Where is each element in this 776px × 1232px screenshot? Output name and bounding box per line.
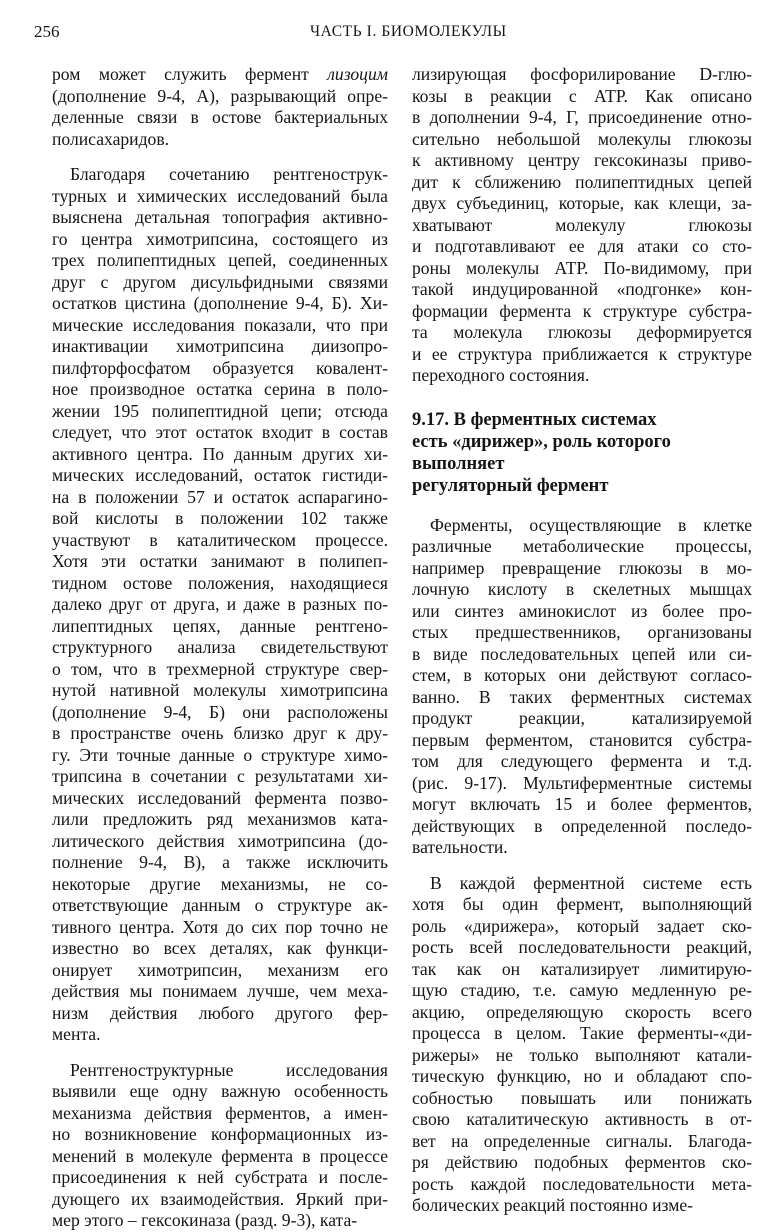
text-line: болических реакций постоянно изме- — [412, 1195, 694, 1215]
text-line: механизма действия ферментов, а имен- — [52, 1102, 388, 1123]
text-line: роль «дирижера», который задает ско- — [412, 915, 752, 936]
text-line: роны молекулы АТР. По-видимому, при — [412, 257, 752, 278]
heading-line: 9.17. В ферментных системах — [412, 409, 657, 430]
text-line: вательности. — [412, 837, 508, 857]
text-line: мические исследования показали, что при — [52, 314, 388, 335]
text-line: в виде последовательных цепей или си- — [412, 643, 752, 664]
paragraph — [412, 515, 752, 859]
text-line: ром может служить фермент лизоцим — [52, 64, 388, 84]
right-column-bottom-text — [412, 515, 752, 1217]
text-line: друг с другом дисульфидными связями — [52, 271, 388, 292]
text-line: продукт реакции, катализируемой — [412, 708, 752, 728]
text-line: действия мы понимаем лучше, чем меха- — [52, 981, 388, 1001]
text-line: процесса в целом. Такие ферменты-«ди- — [412, 1023, 752, 1043]
text-line: такой индуцированной «подгонке» кон- — [412, 279, 752, 299]
text-line: лизирующая фосфорилирование D-глю- — [412, 64, 752, 84]
section-heading — [412, 409, 752, 497]
text-line: стем, в которых они действуют согласо- — [412, 665, 752, 685]
page-header — [34, 22, 746, 50]
text-line: нутой нативной молекулы химотрипсина — [52, 680, 388, 700]
text-line: в пространстве очень близко друг к дру- — [52, 723, 388, 743]
text-line: лочную кислоту в скелетных мышцах — [412, 579, 752, 599]
text-line: выявили еще одну важную особенность — [52, 1081, 388, 1101]
text-line: та молекула глюкозы деформируется — [412, 322, 752, 342]
text-line: или синтез аминокислот из более про- — [412, 600, 752, 621]
text-line: в дополнении 9-4, Г, присоединение отно- — [412, 107, 752, 127]
text-line: Рентгеноструктурные исследования — [70, 1059, 388, 1080]
text-line: Благодаря сочетанию рентгенострук- — [70, 164, 388, 184]
text-line: дит к сближению полипептидных цепей — [412, 171, 752, 192]
text-line: но возникновение конформационных из- — [52, 1124, 388, 1144]
text-line: двух субъединиц, которые, как клещи, за- — [412, 193, 752, 213]
text-line: рижеры» не только выполняют катали- — [412, 1044, 752, 1065]
text-line: турных и химических исследований была — [52, 185, 388, 206]
text-line: о том, что в трехмерной структуре свер- — [52, 658, 388, 679]
text-line: гу. Эти точные данные о структуре химо- — [52, 744, 388, 765]
text-line: далеко друг от друга, и даже в разных по- — [52, 594, 388, 614]
text-line: липептидных цепях, данные рентгено- — [52, 615, 388, 636]
text-line: сительно небольшой молекулы глюкозы — [412, 128, 752, 149]
text-line: мических исследований, остаток гистиди- — [52, 465, 388, 485]
text-line: например превращение глюкозы в мо- — [412, 557, 752, 578]
paragraph — [52, 1060, 388, 1232]
text-line: тидном остове положения, находящиеся — [52, 572, 388, 593]
running-title: ЧАСТЬ I. БИОМОЛЕКУЛЫ — [310, 23, 507, 40]
paragraph — [412, 873, 752, 1217]
text-line: и подготавливают ее для атаки со сто- — [412, 236, 752, 256]
text-line: остатков цистина (дополнение 9-4, Б). Хи- — [52, 293, 388, 313]
text-line: трипсина в сочетании с результатами хи- — [52, 766, 388, 786]
text-line: трех полипептидных цепей, соединенных — [52, 250, 388, 270]
text-line: Хотя эти остатки занимают в полипеп- — [52, 551, 388, 571]
text-line: стых предшественников, организованы — [412, 622, 752, 642]
text-line: ванно. В таких ферментных системах — [412, 686, 752, 707]
text-line: низм действия любого другого фер- — [52, 1002, 388, 1023]
text-line: инактивации химотрипсина диизопро- — [52, 336, 388, 356]
text-line: (дополнение 9-4, А), разрывающий опре- — [52, 85, 388, 106]
text-line: пилфторфосфатом образуется ковалент- — [52, 357, 388, 378]
text-line: лили предложить ряд механизмов ката- — [52, 809, 388, 829]
text-line: онирует химотрипсин, механизм его — [52, 959, 388, 980]
paragraph — [52, 64, 388, 150]
right-column-top-text — [412, 64, 752, 387]
text-line: к активному центру гексокиназы приво- — [412, 150, 752, 170]
text-line: присоединения к ней субстрата и после- — [52, 1167, 388, 1187]
text-line: козы в реакции с АТР. Как описано — [412, 85, 752, 106]
text-line: Ферменты, осуществляющие в клетке — [430, 514, 752, 535]
text-line: полисахаридов. — [52, 128, 170, 149]
paragraph — [52, 164, 388, 1046]
text-line: первым ферментом, становится субстра- — [412, 729, 752, 750]
text-line: мер этого – гексокиназа (разд. 9-3), ката- — [52, 1210, 358, 1230]
right-column — [412, 64, 752, 1217]
text-line: ответствующие данным о структуре ак- — [52, 895, 388, 915]
text-line: дующего их взаимодействия. Яркий при- — [52, 1188, 388, 1209]
text-line: структурного анализа свидетельствуют — [52, 637, 388, 657]
text-line: и ее структура приближается к структуре — [412, 343, 752, 364]
text-line: выяснена детальная топография активно- — [52, 207, 388, 227]
text-line: вой кислоты в положении 102 также — [52, 508, 388, 528]
text-line: различные метаболические процессы, — [412, 536, 752, 556]
text-line: вет на определенные сигналы. Благода- — [412, 1130, 752, 1151]
text-line: хотя бы один фермент, выполняющий — [412, 894, 752, 914]
text-line: рость всей последовательности реакций, — [412, 937, 752, 957]
text-line: хватывают молекулу глюкозы — [412, 214, 752, 235]
text-line: менений в молекуле фермента в процессе — [52, 1145, 388, 1166]
text-line: собностью повышать или понижать — [412, 1087, 752, 1108]
text-line: В каждой ферментной системе есть — [430, 872, 752, 893]
text-line: акцию, определяющую скорость всего — [412, 1001, 752, 1022]
text-line: так как он катализирует лимитирую- — [412, 958, 752, 979]
page-number: 256 — [34, 22, 60, 41]
left-column — [52, 64, 388, 1232]
heading-line: есть «дирижер», роль которого — [412, 431, 671, 452]
text-line: на в положении 57 и остаток аспарагино- — [52, 486, 388, 507]
text-line: формации фермента к структуре субстра- — [412, 300, 752, 321]
text-line: жении 195 полипептидной цепи; отсюда — [52, 400, 388, 421]
text-line: могут включать 15 и более ферментов, — [412, 794, 752, 814]
heading-line: регуляторный фермент — [412, 475, 609, 496]
text-line: некоторые другие механизмы, не со- — [52, 873, 388, 894]
text-line: участвуют в каталитическом процессе. — [52, 529, 388, 550]
text-line: следует, что этот остаток входит в состав — [52, 422, 388, 442]
text-line: ря действию подобных ферментов ско- — [412, 1152, 752, 1172]
text-line: тическую функцию, но и обладают спо- — [412, 1066, 752, 1086]
text-line: (дополнение 9-4, Б) они расположены — [52, 701, 388, 722]
text-line: действующих в определенной последо- — [412, 815, 752, 836]
text-line: литического действия химотрипсина (до- — [52, 830, 388, 851]
text-line: мента. — [52, 1024, 101, 1044]
text-line: щую стадию, т.е. самую медленную ре- — [412, 980, 752, 1000]
text-line: мических исследований фермента позво- — [52, 787, 388, 808]
text-line: тивного центра. Хотя до сих пор точно не — [52, 916, 388, 937]
text-line: свою каталитическую активность в от- — [412, 1109, 752, 1129]
text-line: том для следующего фермента и т.д. — [412, 751, 752, 771]
text-line: переходного состояния. — [412, 365, 590, 385]
text-line: полнение 9-4, В), а также исключить — [52, 852, 388, 872]
text-line: активного центра. По данным других хи- — [52, 443, 388, 464]
text-line: (рис. 9-17). Мультиферментные системы — [412, 772, 752, 793]
text-line: го центра химотрипсина, состоящего из — [52, 228, 388, 249]
text-line: известно во всех деталях, как функци- — [52, 938, 388, 958]
paragraph — [412, 64, 752, 387]
heading-line: выполняет — [412, 453, 505, 474]
text-line: рость каждой последовательности мета- — [412, 1173, 752, 1194]
text-line: деленные связи в остове бактериальных — [52, 107, 388, 127]
text-line: ное производное остатка серина в поло- — [52, 379, 388, 399]
